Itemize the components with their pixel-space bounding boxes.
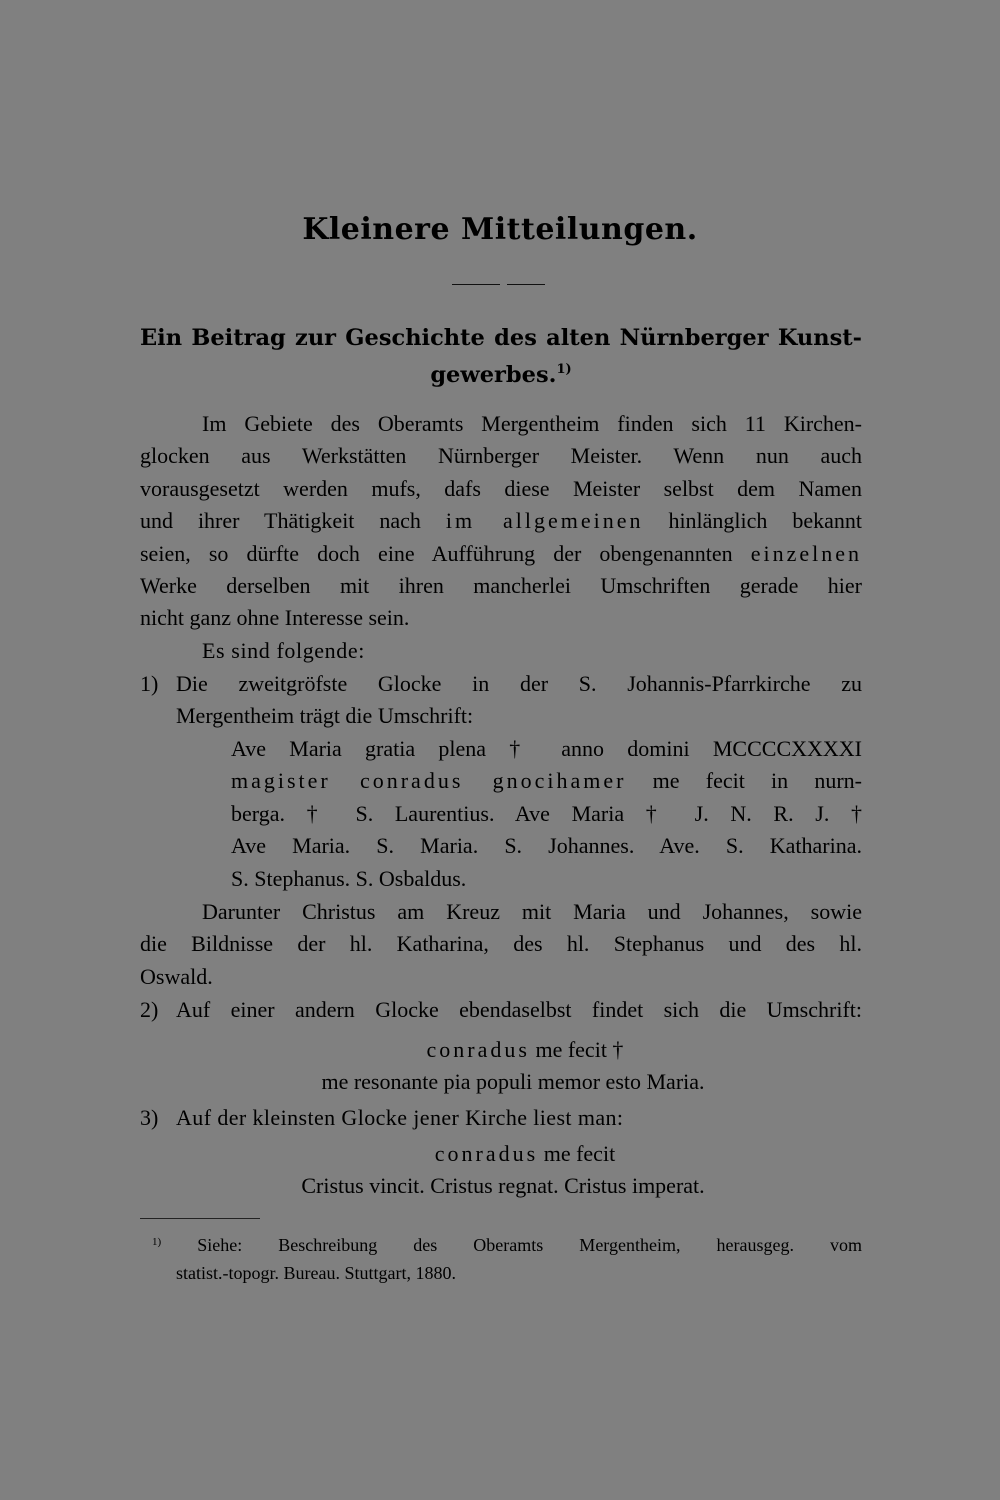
text-line: Oswald. bbox=[140, 963, 213, 989]
list-number: 2) bbox=[140, 997, 159, 1022]
list-item-2 bbox=[140, 994, 862, 1026]
list-number: 1) bbox=[140, 671, 159, 696]
footnote-mark: 1) bbox=[152, 1236, 162, 1248]
text-line: nicht ganz ohne Interesse sein. bbox=[140, 605, 410, 631]
article-title-line-2: gewerbes.$^{1)}$ bbox=[430, 362, 572, 388]
text-line: glocken aus Werkstätten Nürnberger Meister. Wenn nun auch bbox=[140, 443, 862, 469]
item1-description bbox=[140, 896, 862, 993]
footnote-rule bbox=[140, 1218, 260, 1219]
footnote-line: statist.-topogr. Bureau. Stuttgart, 1880. bbox=[176, 1263, 456, 1283]
text-line: vorausgesetzt werden mufs, dafs diese Meister selbst dem Namen bbox=[140, 475, 862, 501]
text-line: Auf der kleinsten Glocke jener Kirche liest man: bbox=[176, 1105, 624, 1130]
inscription-line: Ave Maria. S. Maria. S. Johannes. Ave. S. Katharina. bbox=[231, 833, 862, 859]
footnote-reference: 1) bbox=[556, 362, 572, 377]
spaced-emphasis: im allgemeinen bbox=[445, 508, 644, 534]
inscription-line: Ave Maria gratia plena † anno domini MCCCCXXXXI bbox=[231, 736, 862, 761]
list-item-3 bbox=[140, 1102, 862, 1134]
list-number: 3) bbox=[140, 1105, 159, 1130]
text-line: Es sind folgende: bbox=[202, 637, 365, 663]
inscription-1 bbox=[231, 733, 862, 895]
title-rule-left bbox=[452, 284, 500, 285]
list-item-1 bbox=[140, 668, 862, 733]
inscription-line: berga. † S. Laurentius. Ave Maria † J. N. R. J. † bbox=[231, 800, 862, 826]
spaced-emphasis: einzelnen bbox=[750, 540, 862, 566]
footnote bbox=[152, 1228, 862, 1287]
intro-paragraph bbox=[140, 408, 862, 667]
footnote-line: $^{1)}$ Siehe: Beschreibung des Oberamts Mergentheim, herausgeg. vom bbox=[152, 1235, 862, 1255]
text-line: seien, so dürfte doch eine Aufführung der obengenannten einzelnen bbox=[140, 540, 862, 566]
text-line: und ihrer Thätigkeit nach im allgemeinen hinlänglich bekannt bbox=[140, 508, 862, 534]
text-line: Auf einer andern Glocke ebendaselbst findet sich die Umschrift: bbox=[176, 997, 862, 1022]
text-line: Mergentheim trägt die Umschrift: bbox=[176, 703, 474, 729]
article-title bbox=[140, 322, 862, 391]
article-title-line-1: Ein Beitrag zur Geschichte des alten Nürnberger Kunst- bbox=[140, 325, 862, 351]
text-line: Die zweitgröfste Glocke in der S. Johannis-Pfarrkirche zu bbox=[176, 671, 862, 696]
inscription-line: magister conradus gnocihamer me fecit in nurn- bbox=[231, 768, 863, 794]
inscription-line: S. Stephanus. S. Osbaldus. bbox=[231, 865, 467, 891]
text-line: die Bildnisse der hl. Katharina, des hl. Stephanus und des hl. bbox=[140, 931, 862, 957]
text-line: Werke derselben mit ihren mancherlei Umschriften gerade hier bbox=[140, 573, 862, 599]
inscription-2-line-1: conradus me fecit † bbox=[426, 1037, 624, 1062]
inscription-3-line-1: conradus me fecit bbox=[434, 1141, 616, 1166]
inscription-2-line-2: me resonante pia populi memor esto Maria. bbox=[321, 1069, 705, 1094]
inscription-3-line-2: Cristus vincit. Cristus regnat. Cristus imperat. bbox=[301, 1173, 705, 1198]
text-line: Im Gebiete des Oberamts Mergentheim finden sich 11 Kirchen- bbox=[202, 411, 862, 436]
title-rule-right bbox=[507, 284, 545, 285]
text-line: Darunter Christus am Kreuz mit Maria und Johannes, sowie bbox=[202, 899, 862, 924]
section-title: Kleinere Mitteilungen. bbox=[302, 212, 698, 247]
